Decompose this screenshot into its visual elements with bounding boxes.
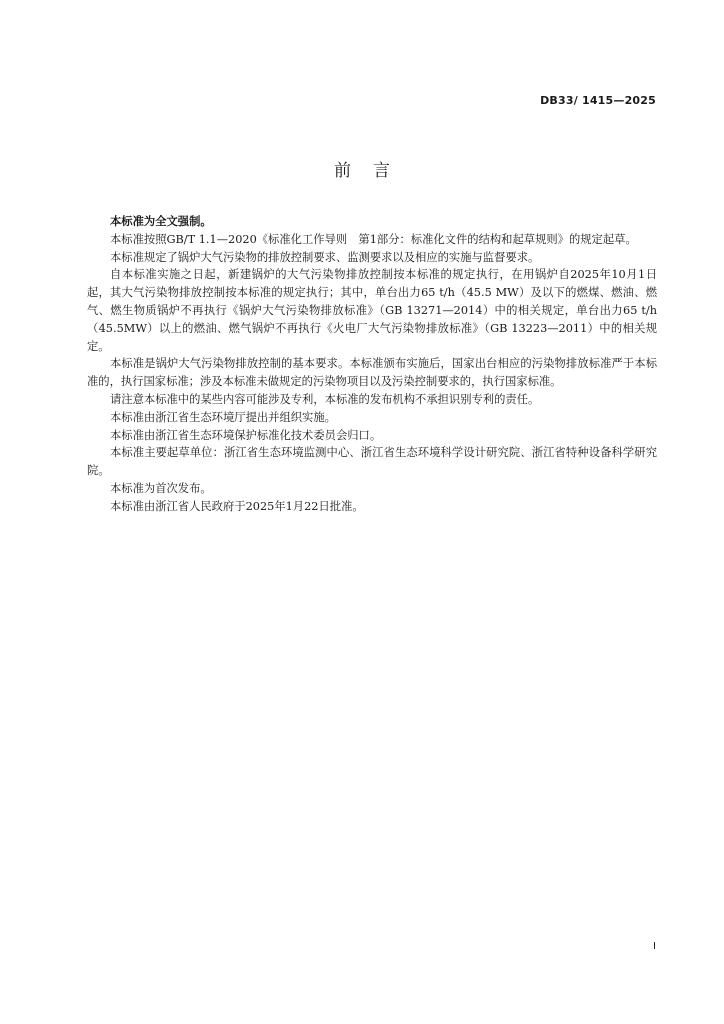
document-code: DB33/ 1415—2025 — [540, 94, 656, 107]
paragraph-first-release: 本标准为首次发布。 — [110, 481, 212, 495]
paragraph-centralized: 本标准由浙江省生态环境保护标准化技术委员会归口。 — [110, 428, 382, 442]
paragraph-scope: 本标准规定了锅炉大气污染物的排放控制要求、监测要求以及相应的实施与监督要求。 — [110, 250, 540, 264]
foreword-body — [87, 213, 657, 516]
paragraph-proposer: 本标准由浙江省生态环境厅提出并组织实施。 — [110, 410, 336, 424]
paragraph-approval: 本标准由浙江省人民政府于2025年1月22日批准。 — [110, 499, 364, 513]
page-number: I — [653, 941, 656, 952]
section-title: 前言 — [334, 161, 412, 181]
paragraph-basic-requirements: 本标准是锅炉大气污染物排放控制的基本要求。本标准颁布实施后，国家出台相应的污染物排放标准严于本标准的，执行国家标准；涉及本标准未做规定的污染物项目以及污染控制要求的，执行国家标准。 — [87, 357, 657, 389]
paragraph-patent-notice: 请注意本标准中的某些内容可能涉及专利，本标准的发布机构不承担识别专利的责任。 — [110, 392, 540, 406]
paragraph-drafters: 本标准主要起草单位：浙江省生态环境监测中心、浙江省生态环境科学设计研究院、浙江省特种设备科学研究院。 — [87, 446, 657, 478]
mandatory-statement: 本标准为全文强制。 — [110, 215, 212, 228]
paragraph-implementation: 自本标准实施之日起，新建锅炉的大气污染物排放控制按本标准的规定执行，在用锅炉自2025年10月1日起，其大气污染物排放控制按本标准的规定执行；其中，单台出力65 t/h（45.5 MW）及以下的燃煤、燃油、燃气、燃生物质锅炉不再执行《锅炉大气污染物排放标准》（GB 13271—2014）中的相关规定，单台出力65 t/h（45.5MW）以上的燃油、燃气锅炉不再执行《火电厂大气污染物排放标准》（GB 13223—2011）中的相关规定。 — [87, 268, 657, 353]
paragraph-drafting-rules: 本标准按照GB/T 1.1—2020《标准化工作导则 第1部分：标准化文件的结构和起草规则》的规定起草。 — [110, 232, 637, 246]
